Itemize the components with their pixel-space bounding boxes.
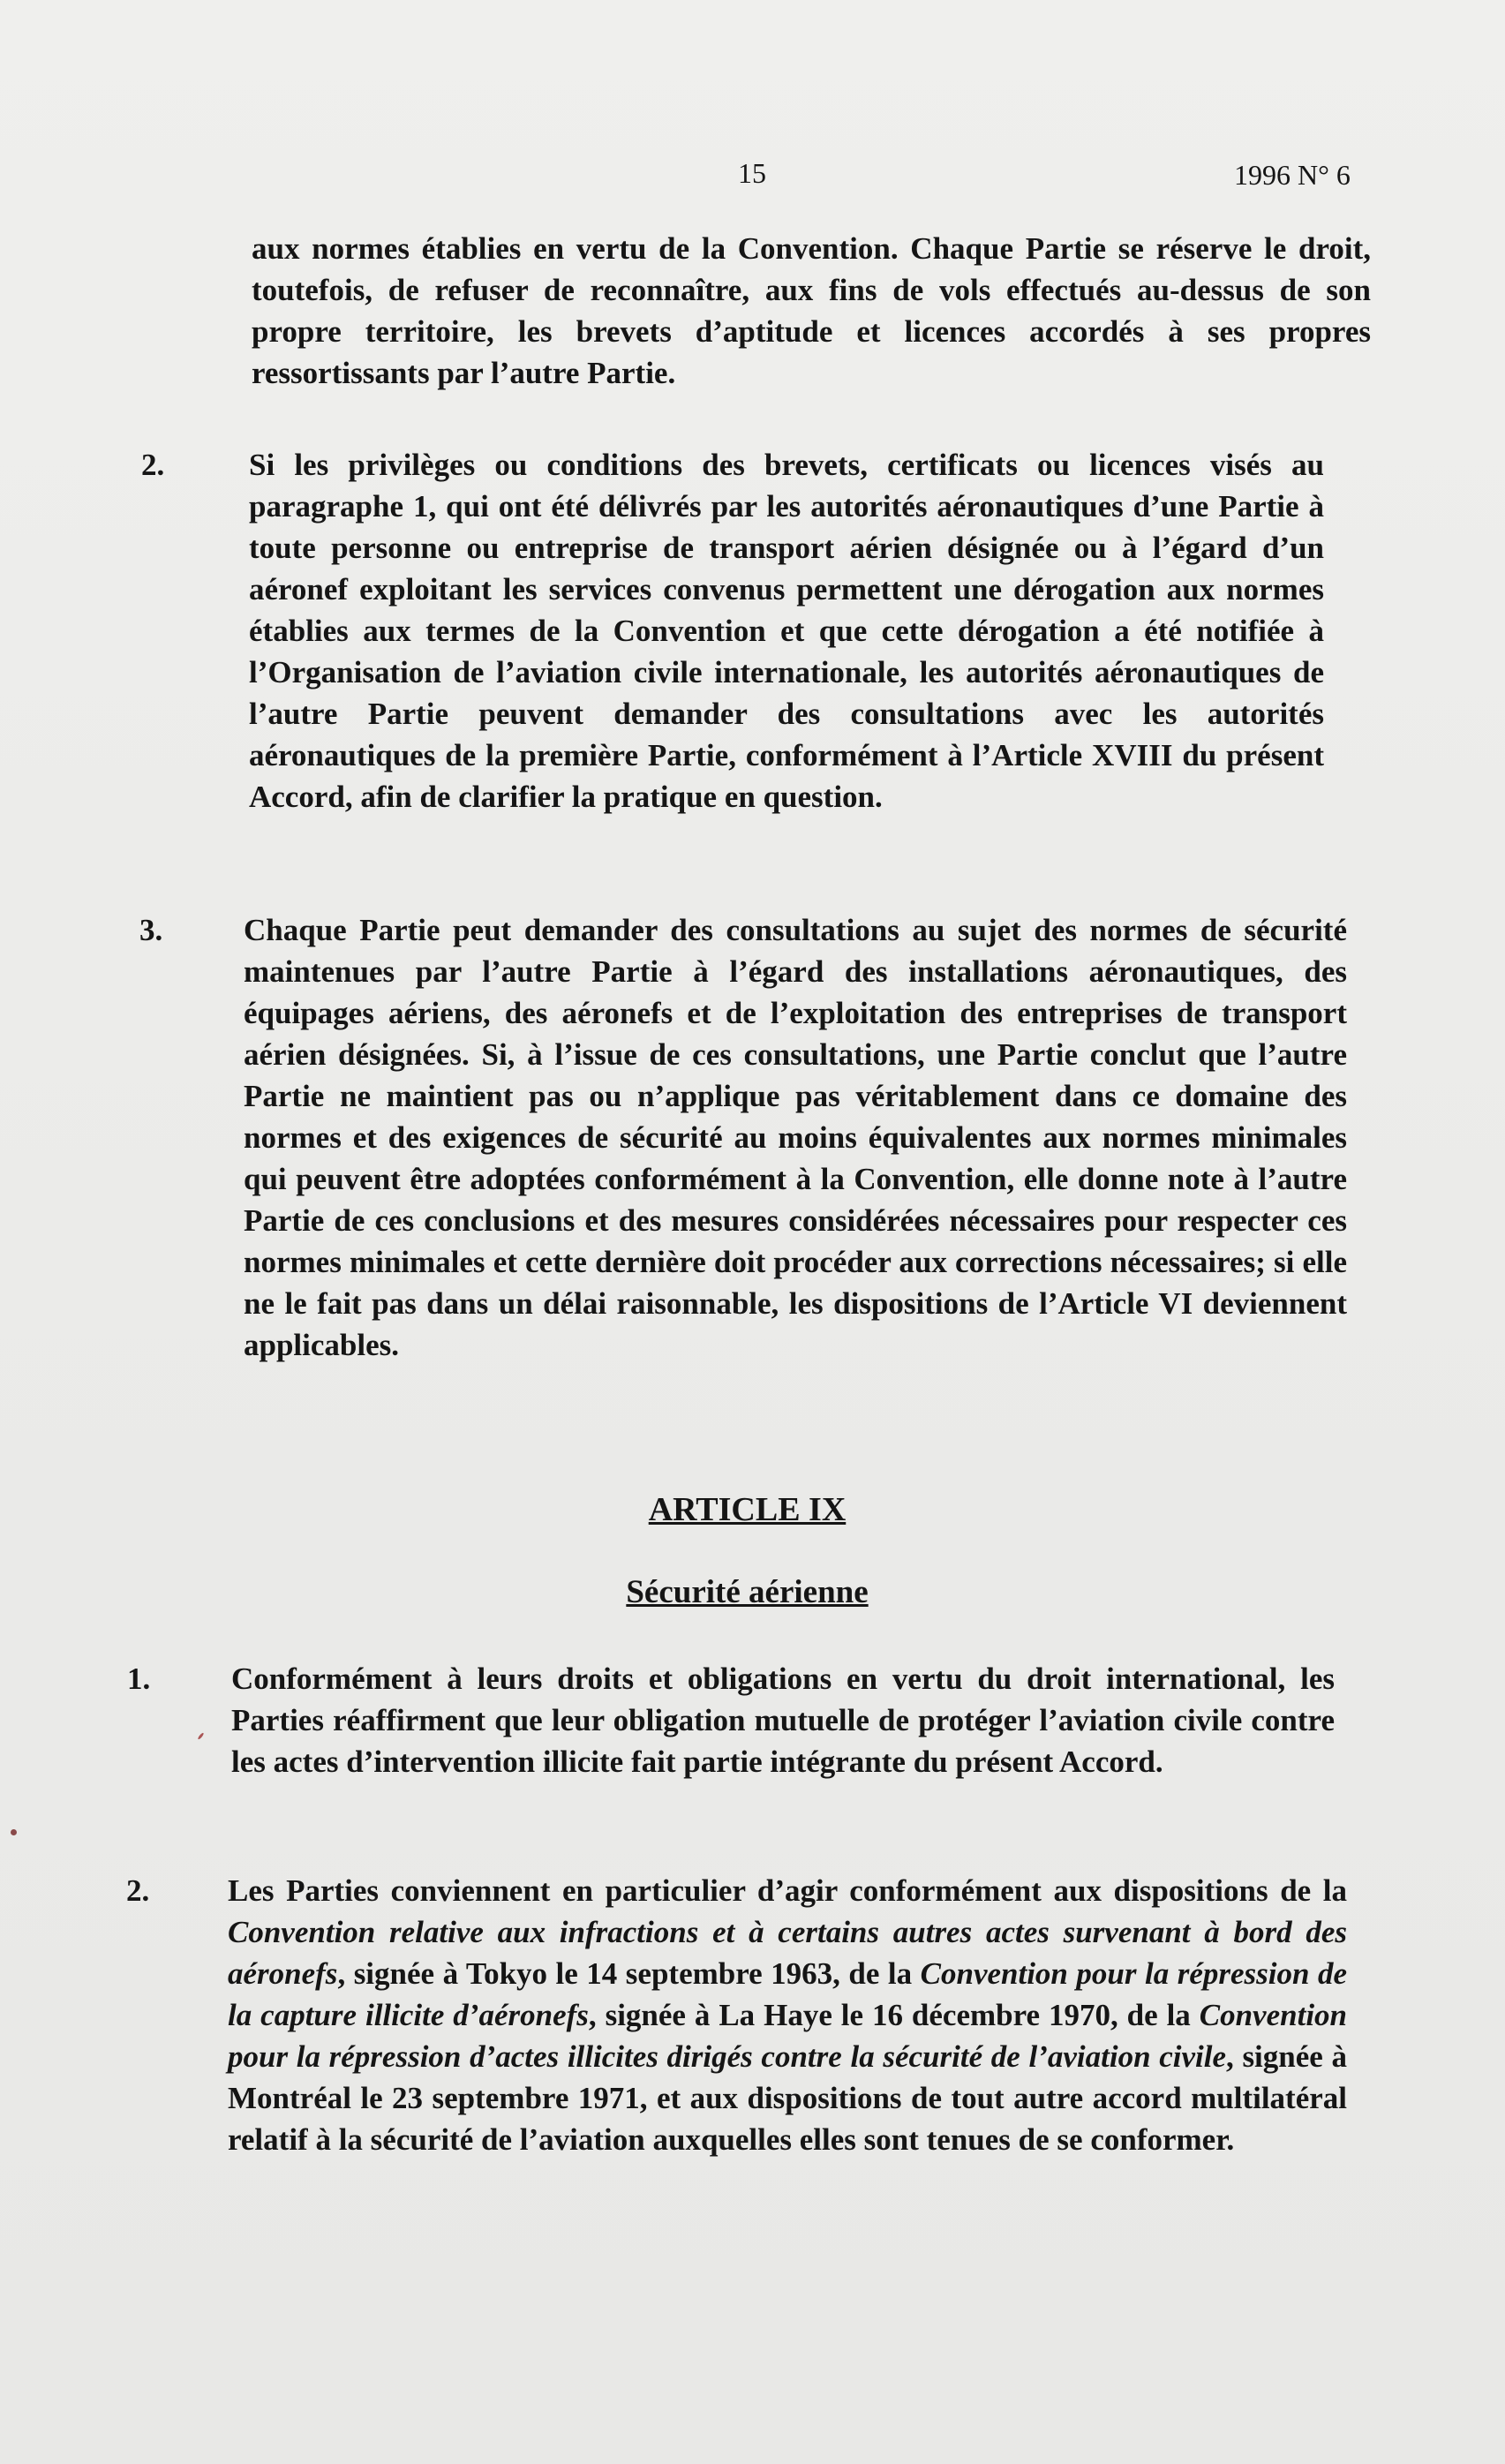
article-subtitle: Sécurité aérienne (626, 1574, 869, 1610)
scan-mark (197, 1732, 204, 1740)
text-run: , signée à Montréal le 23 septembre 1971, et aux dispositions de tout autre accord multilatéral relatif à la sécurité de l’aviation auxquelles elles sont tenues de se conformer. (228, 2039, 1347, 2157)
page-number: 15 (738, 157, 766, 189)
paragraph-3-text: Chaque Partie peut demander des consultations au sujet des normes de sécurité maintenues par l’autre Partie à l’égard des installations aéronautiques, des équipages aériens, des aéronefs et de l’exploitation des entreprises de transport aérien désignées. Si, à l’issue de ces consultations, une Partie conclut que l’autre Partie ne maintient pas ou n’applique pas véritablement dans ce domaine des normes et des exigences de sécurité au moins équivalentes aux normes minimales qui peuvent être adoptées conformément à la Convention, elle donne note à l’autre Partie de ces conclusions et des mesures considérées nécessaires pour respecter ces normes minimales et cette dernière doit procéder aux corrections nécessaires; si elle ne le fait pas dans un délai raisonnable, les dispositions de l’Article VI deviennent applicables. (244, 913, 1347, 1362)
scan-mark (11, 1829, 17, 1835)
reverse-side-show-through (141, 256, 148, 289)
article-ix-paragraph-2-text (228, 1870, 1347, 2160)
paragraph-number: 2. (126, 1873, 150, 1908)
paragraph-number: 3. (139, 913, 163, 947)
paragraph-number: 1. (127, 1662, 151, 1696)
text-run: , signée à La Haye le 16 décembre 1970, de la (588, 1998, 1200, 2032)
article-title: ARTICLE IX (648, 1491, 847, 1528)
paragraph-2-text: Si les privilèges ou conditions des brevets, certificats ou licences visés au paragraphe 1, qui ont été délivrés par les autorités aéronautiques d’une Partie à toute personne ou entreprise de transport aérien désignée ou à l’égard d’un aéronef exploitant les services convenus permettent une dérogation aux normes établies aux termes de la Convention et que cette dérogation a été notifiée à l’Organisation de l’aviation civile internationale, les autorités aéronautiques de l’autre Partie peuvent demander des consultations avec les autorités aéronautiques de la première Partie, conformément à l’Article XVIII du présent Accord, afin de clarifier la pratique en question. (249, 448, 1324, 814)
paragraph-number: 2. (141, 448, 165, 482)
article-ix-paragraph-1-text: Conformément à leurs droits et obligations en vertu du droit international, les Parties réaffirment que leur obligation mutuelle de protéger l’aviation civile contre les actes d’intervention illicite fait partie intégrante du présent Accord. (231, 1662, 1335, 1779)
convention-title-italic: Convention pour la répression d’actes illicites dirigés contre la sécurité de l’aviation civile (228, 1998, 1348, 2074)
text-run: Les Parties conviennent en particulier d’agir conformément aux dispositions de la (228, 1873, 1347, 1908)
text-run: , signée à Tokyo le 14 septembre 1963, de la (337, 1956, 921, 1991)
issue-number: 1996 N° 6 (1234, 159, 1351, 191)
convention-title-italic: Convention relative aux infractions et à certains autres actes survenant à bord des aéronefs (228, 1915, 1347, 1991)
convention-title-italic: Convention pour la répression de la capture illicite d’aéronefs (228, 1956, 1347, 2032)
continuation-paragraph: aux normes établies en vertu de la Convention. Chaque Partie se réserve le droit, toutefois, de refuser de reconnaître, aux fins de vols effectués au-dessus de son propre territoire, les brevets d’aptitude et licences accordés à ses propres ressortissants par l’autre Partie. (252, 231, 1371, 390)
